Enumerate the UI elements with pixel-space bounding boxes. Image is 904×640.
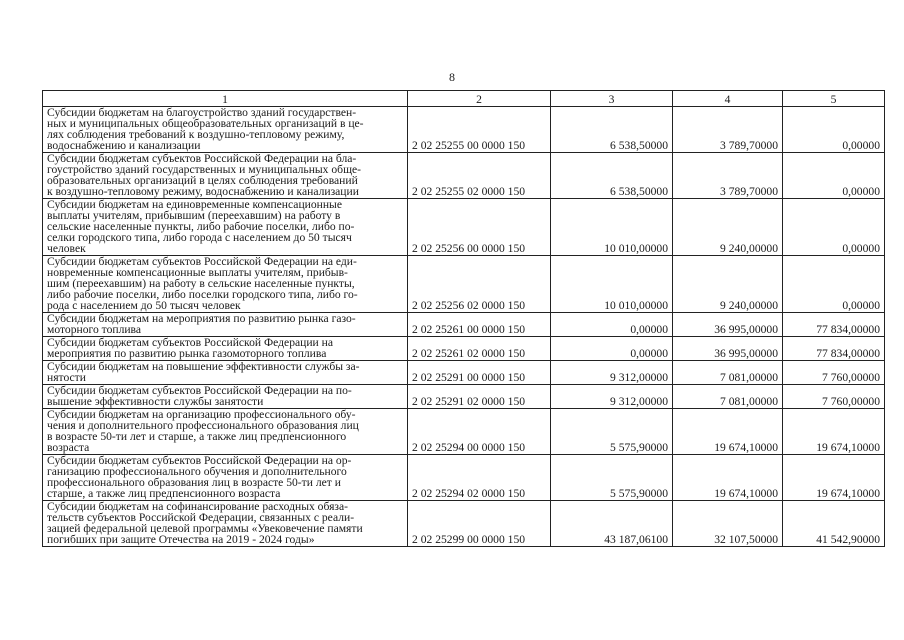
table-row: [43, 256, 885, 313]
row-value-col3: 10 010,00000: [551, 256, 673, 313]
row-description: Субсидии бюджетам на единовременные компенсационные выплаты учителям, прибывшим (переехавшим) на работу в сельские населенные пункты, либо рабочие поселки, либо по- селки городского типа, либо города с населением до 50 тысяч человек: [43, 199, 408, 256]
table-row: [43, 409, 885, 455]
row-value-col5: 77 834,00000: [783, 337, 885, 361]
row-value-col3: 9 312,00000: [551, 361, 673, 385]
row-value-col5: 41 542,90000: [783, 501, 885, 547]
table-row: [43, 385, 885, 409]
row-budget-code: 2 02 25261 02 0000 150: [408, 337, 551, 361]
row-description: Субсидии бюджетам субъектов Российской Федерации на бла- гоустройство зданий государственных и муниципальных обще- образовательных организаций в целях соблюдения требований к воздушно-тепловому режиму, водоснабжению и канализации: [43, 153, 408, 199]
row-value-col4: 36 995,00000: [673, 337, 783, 361]
row-description: Субсидии бюджетам субъектов Российской Федерации на еди- новременные компенсационные выплаты учителям, прибыв- шим (переехавшим) на работу в сельские населенные пункты, либо рабочие поселки, либо поселки городского типа, либо го- рода с населением до 50 тысяч человек: [43, 256, 408, 313]
row-budget-code: 2 02 25255 00 0000 150: [408, 107, 551, 153]
row-budget-code: 2 02 25255 02 0000 150: [408, 153, 551, 199]
table-row: [43, 313, 885, 337]
row-description: Субсидии бюджетам субъектов Российской Федерации на по- вышение эффективности службы занятости: [43, 385, 408, 409]
row-budget-code: 2 02 25256 00 0000 150: [408, 199, 551, 256]
row-description: Субсидии бюджетам на мероприятия по развитию рынка газо- моторного топлива: [43, 313, 408, 337]
row-description: Субсидии бюджетам на организацию профессионального обу- чения и дополнительного профессионального образования лиц в возрасте 50-ти лет и старше, а также лиц предпенсионного возраста: [43, 409, 408, 455]
row-value-col3: 9 312,00000: [551, 385, 673, 409]
table-row: [43, 199, 885, 256]
row-description: Субсидии бюджетам субъектов Российской Федерации на мероприятия по развитию рынка газомоторного топлива: [43, 337, 408, 361]
row-description: Субсидии бюджетам субъектов Российской Федерации на ор- ганизацию профессионального обучения и дополнительного профессионального образования лиц в возрасте 50-ти лет и старше, а также лиц предпенсионного возраста: [43, 455, 408, 501]
row-value-col5: 0,00000: [783, 107, 885, 153]
table-row: [43, 361, 885, 385]
row-value-col3: 5 575,90000: [551, 409, 673, 455]
table-row: [43, 501, 885, 547]
row-value-col4: 3 789,70000: [673, 107, 783, 153]
row-value-col3: 10 010,00000: [551, 199, 673, 256]
row-budget-code: 2 02 25291 00 0000 150: [408, 361, 551, 385]
row-value-col5: 7 760,00000: [783, 361, 885, 385]
row-value-col5: 77 834,00000: [783, 313, 885, 337]
row-value-col5: 7 760,00000: [783, 385, 885, 409]
row-description: Субсидии бюджетам на софинансирование расходных обяза- тельств субъектов Российской Федерации, связанных с реали- зацией федеральной целевой программы «Увековечение памяти погибших при защите Отечества на 2019 - 2024 годы»: [43, 501, 408, 547]
page-number: 8: [449, 70, 455, 84]
row-value-col5: 19 674,10000: [783, 409, 885, 455]
row-budget-code: 2 02 25294 02 0000 150: [408, 455, 551, 501]
row-value-col4: 7 081,00000: [673, 385, 783, 409]
row-value-col5: 19 674,10000: [783, 455, 885, 501]
table-row: [43, 107, 885, 153]
budget-subsidies-table: [42, 90, 885, 547]
row-value-col4: 19 674,10000: [673, 409, 783, 455]
row-value-col3: 6 538,50000: [551, 153, 673, 199]
row-description: Субсидии бюджетам на благоустройство зданий государствен- ных и муниципальных общеобразовательных организаций в це- лях соблюдения требований к воздушно-тепловому режиму, водоснабжению и канализации: [43, 107, 408, 153]
row-budget-code: 2 02 25294 00 0000 150: [408, 409, 551, 455]
row-value-col3: 0,00000: [551, 337, 673, 361]
column-header-3: 3: [551, 91, 673, 107]
table-body: [43, 107, 885, 547]
row-value-col4: 9 240,00000: [673, 256, 783, 313]
row-budget-code: 2 02 25291 02 0000 150: [408, 385, 551, 409]
row-value-col5: 0,00000: [783, 199, 885, 256]
column-header-4: 4: [673, 91, 783, 107]
row-value-col4: 9 240,00000: [673, 199, 783, 256]
row-value-col4: 19 674,10000: [673, 455, 783, 501]
row-value-col3: 43 187,06100: [551, 501, 673, 547]
row-value-col5: 0,00000: [783, 153, 885, 199]
row-value-col3: 0,00000: [551, 313, 673, 337]
column-header-2: 2: [408, 91, 551, 107]
row-value-col4: 32 107,50000: [673, 501, 783, 547]
row-value-col5: 0,00000: [783, 256, 885, 313]
table-row: [43, 455, 885, 501]
row-budget-code: 2 02 25261 00 0000 150: [408, 313, 551, 337]
row-value-col4: 36 995,00000: [673, 313, 783, 337]
row-value-col3: 5 575,90000: [551, 455, 673, 501]
column-header-1: 1: [43, 91, 408, 107]
table-row: [43, 153, 885, 199]
row-budget-code: 2 02 25256 02 0000 150: [408, 256, 551, 313]
row-value-col4: 3 789,70000: [673, 153, 783, 199]
table-row: [43, 337, 885, 361]
column-header-5: 5: [783, 91, 885, 107]
row-budget-code: 2 02 25299 00 0000 150: [408, 501, 551, 547]
row-value-col3: 6 538,50000: [551, 107, 673, 153]
row-description: Субсидии бюджетам на повышение эффективности службы за- нятости: [43, 361, 408, 385]
row-value-col4: 7 081,00000: [673, 361, 783, 385]
table-header-row: [43, 91, 885, 107]
